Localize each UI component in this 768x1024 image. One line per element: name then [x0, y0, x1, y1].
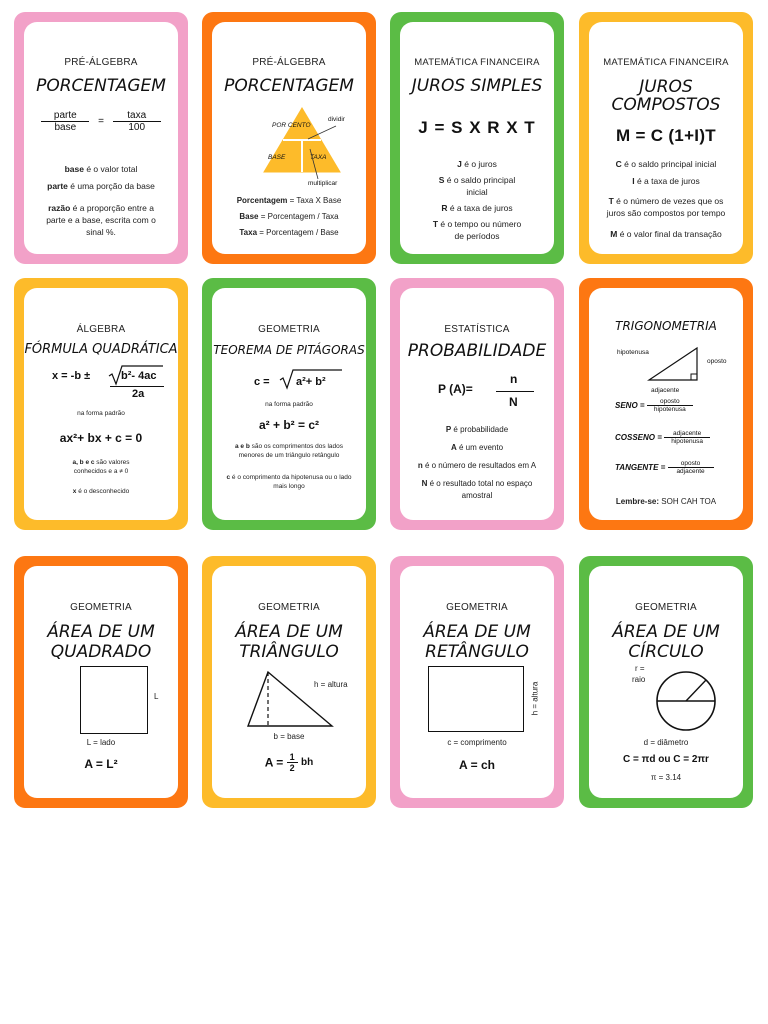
- right-triangle-diagram: [647, 346, 699, 382]
- card-body: [24, 22, 178, 254]
- mnemonic-soh-cah-toa: Lembre-se: SOH CAH TOA: [615, 497, 717, 506]
- card-title-line-2: CÍRCULO: [628, 642, 704, 662]
- card-title-line-1: JUROS: [639, 77, 693, 97]
- label-hipotenusa: hipotenusa: [617, 349, 649, 356]
- probability-prefix: P (A)=: [438, 382, 473, 396]
- card-juros-compostos: [579, 12, 753, 264]
- card-category: GEOMETRIA: [258, 602, 320, 613]
- diameter-label: d = diâmetro: [643, 738, 689, 747]
- card-body: [400, 22, 554, 254]
- triangle-shape: [246, 670, 334, 728]
- label-dividir: dividir: [328, 116, 345, 123]
- card-title: PORCENTAGEM: [36, 76, 166, 96]
- standard-form-note: na forma padrão: [77, 410, 125, 417]
- definition-parte: parte é uma porção da base: [47, 181, 155, 191]
- length-label: c = comprimento: [447, 738, 507, 747]
- card-porcentagem-fraction: [14, 12, 188, 264]
- triangle-label-por-cento: POR CENTO: [272, 122, 311, 129]
- definition-s: S é o saldo principal inicial: [438, 175, 516, 197]
- card-title: JUROS SIMPLES: [411, 76, 543, 96]
- card-title: TRIGONOMETRIA: [615, 319, 717, 333]
- probability-fraction-line: [496, 391, 534, 392]
- card-title-line-2: TRIÂNGULO: [239, 642, 339, 662]
- circumference-formula: C = πd ou C = 2πr: [623, 754, 709, 765]
- standard-form-note: na forma padrão: [265, 401, 313, 408]
- card-title: FÓRMULA QUADRÁTICA: [24, 342, 178, 357]
- card-area-triangulo: [202, 556, 376, 808]
- definition-n-small: n é o número de resultados em A: [417, 461, 537, 470]
- card-category: MATEMÁTICA FINANCEIRA: [414, 57, 540, 68]
- fraction-numerator: parte: [41, 110, 89, 122]
- standard-form-equation: ax²+ bx + c = 0: [59, 431, 143, 445]
- definition-a-b: a e b são os comprimentos dos lados menores de um triângulo retângulo: [234, 443, 344, 459]
- card-category: ESTATÍSTICA: [444, 324, 510, 335]
- label-adjacente: adjacente: [651, 387, 680, 394]
- definition-r: R é a taxa de juros: [441, 203, 513, 213]
- quadratic-fraction-line: [110, 386, 164, 387]
- rectangle-area-formula: A = ch: [459, 758, 495, 772]
- rule-base: Base = Porcentagem / Taxa: [239, 212, 339, 221]
- card-title-line-1: ÁREA DE UM: [235, 622, 343, 642]
- card-area-quadrado: [14, 556, 188, 808]
- triangle-area-formula: A = $\frac{1}{2}$ bh: [264, 752, 314, 773]
- card-category: GEOMETRIA: [70, 602, 132, 613]
- card-title-line-2: QUADRADO: [50, 642, 152, 662]
- probability-numerator: n: [510, 372, 518, 386]
- card-area-retangulo: [390, 556, 564, 808]
- definition-j: J é o juros: [457, 159, 497, 169]
- card-body: [589, 288, 743, 520]
- card-category: GEOMETRIA: [635, 602, 697, 613]
- triangle-label-base: BASE: [268, 154, 286, 161]
- card-body: [400, 566, 554, 798]
- card-title-line-2: RETÂNGULO: [425, 642, 529, 662]
- definition-p: P é probabilidade: [445, 425, 509, 434]
- square-shape: [80, 666, 148, 734]
- card-formula-quadratica: [14, 278, 188, 530]
- card-title: PROBABILIDADE: [407, 341, 547, 361]
- card-title-line-1: ÁREA DE UM: [612, 622, 720, 642]
- circle-shape: [655, 670, 717, 732]
- card-body: [24, 288, 178, 520]
- radius-label-2: raio: [632, 675, 646, 684]
- card-title-line-2: COMPOSTOS: [611, 95, 721, 115]
- card-area-circulo: [579, 556, 753, 808]
- card-category: MATEMÁTICA FINANCEIRA: [603, 57, 729, 68]
- base-label: b = base: [273, 732, 305, 741]
- quadratic-formula-prefix: x = -b ±: [52, 370, 91, 382]
- rule-taxa: Taxa = Porcentagem / Base: [239, 228, 339, 237]
- definition-m: M é o valor final da transação: [610, 229, 722, 239]
- card-title-line-1: ÁREA DE UM: [47, 622, 155, 642]
- quadratic-radicand: b²- 4ac: [121, 370, 157, 382]
- card-probabilidade: [390, 278, 564, 530]
- card-body: [212, 22, 366, 254]
- rectangle-shape: [428, 666, 524, 732]
- pi-value: π = 3.14: [650, 773, 682, 782]
- card-porcentagem-triangle: [202, 12, 376, 264]
- cosine-formula: COSSENO = $\frac{\text{adjacente}}{\text{hipotenusa}}$: [615, 430, 710, 445]
- definition-x: x é o desconhecido: [72, 488, 130, 495]
- definition-base: base é o valor total: [64, 164, 138, 174]
- definition-razao: razão é a proporção entre a parte e a base, escrita com o sinal %.: [46, 203, 156, 237]
- card-title-line-1: ÁREA DE UM: [423, 622, 531, 642]
- card-title: TEOREMA DE PITÁGORAS: [213, 343, 365, 357]
- height-label: h = altura: [314, 680, 348, 689]
- fraction-denominator: 100: [128, 122, 146, 133]
- card-title: PORCENTAGEM: [224, 76, 354, 96]
- pythagoras-equation: a² + b² = c²: [258, 418, 320, 432]
- simple-interest-formula: J = S X R X T: [418, 118, 536, 137]
- fraction-numerator: taxa: [113, 110, 161, 122]
- card-category: GEOMETRIA: [258, 324, 320, 335]
- definition-a: A é um evento: [450, 443, 504, 452]
- tangent-formula: TANGENTE = $\frac{\text{oposto}}{\text{adjacente}}$: [615, 460, 714, 475]
- definition-t: T é o número de vezes que os juros são compostos por tempo: [606, 196, 726, 218]
- card-category: PRÉ-ÁLGEBRA: [64, 57, 138, 68]
- radius-label-1: r =: [635, 664, 645, 673]
- compound-interest-formula: M = C (1+I)T: [616, 126, 716, 145]
- card-body: [589, 566, 743, 798]
- height-label: h = altura: [530, 681, 540, 716]
- probability-denominator: N: [509, 395, 518, 409]
- side-label: L: [154, 692, 159, 701]
- card-teorema-pitagoras: [202, 278, 376, 530]
- definition-abc: a, b e c são valores conhecidos e a ≠ 0: [72, 459, 130, 475]
- label-multiplicar: multiplicar: [308, 180, 338, 187]
- card-trigonometria: [579, 278, 753, 530]
- card-category: PRÉ-ÁLGEBRA: [252, 57, 326, 68]
- side-definition: L = lado: [86, 738, 116, 747]
- label-oposto: oposto: [707, 358, 727, 365]
- square-area-formula: A = L²: [84, 757, 118, 771]
- rule-porcentagem: Porcentagem = Taxa X Base: [236, 196, 342, 205]
- fraction-denominator: base: [54, 122, 77, 133]
- card-body: [212, 566, 366, 798]
- definition-c: C é o saldo principal inicial: [615, 159, 717, 169]
- definition-n-total: N é o resultado total no espaço amostral: [421, 479, 533, 500]
- definition-i: I é a taxa de juros: [632, 176, 700, 186]
- pythagoras-radicand: a²+ b²: [296, 376, 326, 388]
- card-category: GEOMETRIA: [446, 602, 508, 613]
- definition-c: c é o comprimento da hipotenusa ou o lado mais longo: [226, 474, 352, 490]
- equals-sign: =: [98, 116, 104, 127]
- card-body: [24, 566, 178, 798]
- card-category: ÁLGEBRA: [76, 324, 126, 335]
- card-juros-simples: [390, 12, 564, 264]
- triangle-label-taxa: TAXA: [310, 154, 327, 161]
- quadratic-denominator: 2a: [132, 388, 145, 400]
- definition-t: T é o tempo ou número de períodos: [432, 219, 522, 241]
- card-body: [212, 288, 366, 520]
- card-body: [400, 288, 554, 520]
- card-body: [589, 22, 743, 254]
- percent-proportion-formula: [24, 110, 178, 133]
- sine-formula: SENO = $\frac{\text{oposto}}{\text{hipotenusa}}$: [615, 398, 693, 413]
- pythagoras-prefix: c =: [254, 376, 270, 388]
